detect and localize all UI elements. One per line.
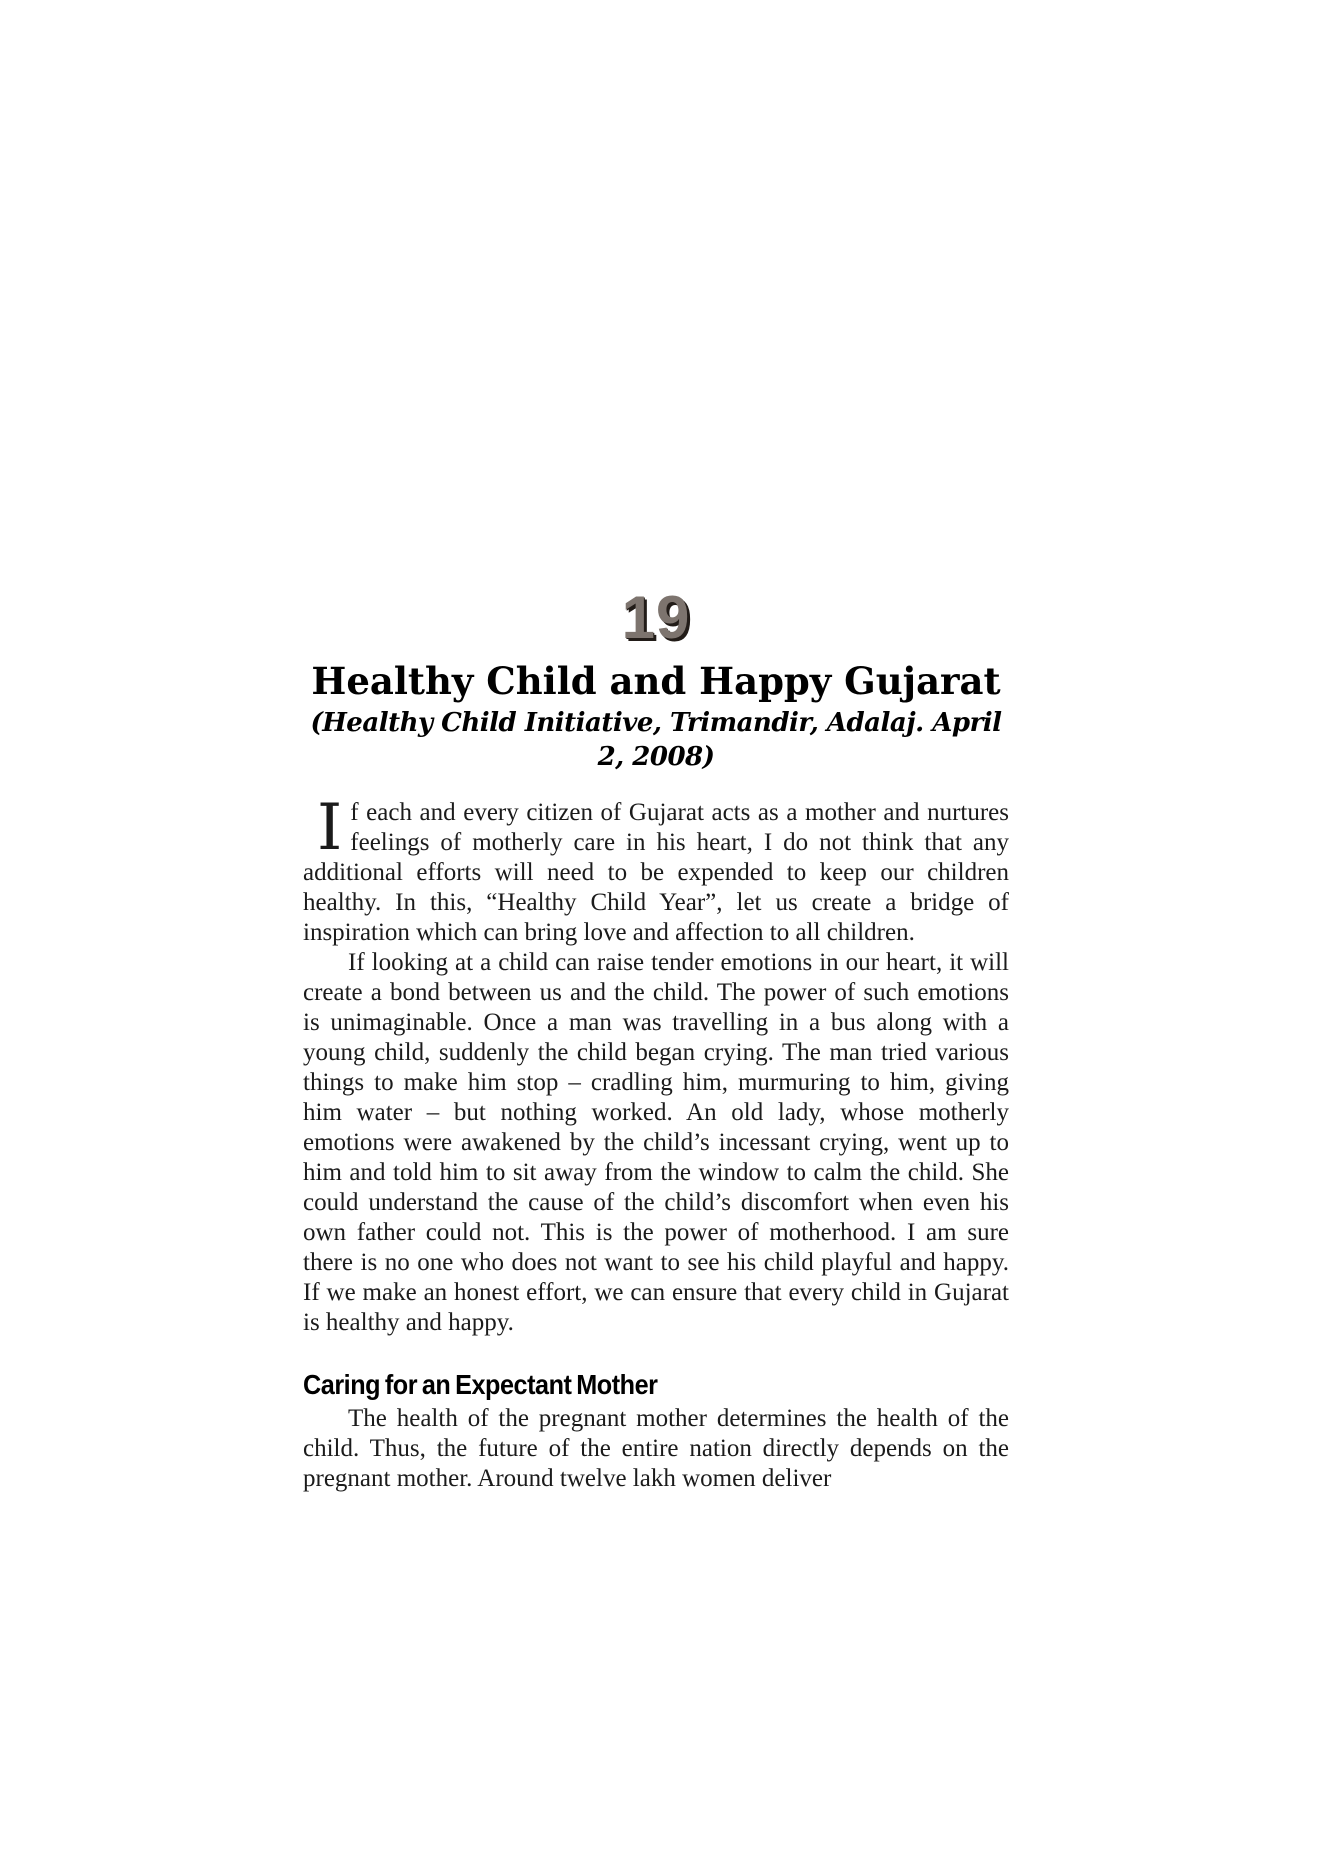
section-heading: Caring for an Expectant Mother [303, 1369, 658, 1400]
paragraph-story: If looking at a child can raise tender emotions in our heart, it will create a bond between us and the child. The power of such emotions is unimaginable. Once a man was travelling in a bus along with a young child, suddenly the child began crying. The man tried various things to make him stop – cradling him, murmuring to him, giving him water – but nothing worked. An old lady, whose motherly emotions were awakened by the child’s incessant crying, went up to him and told him to sit away from the window to calm the child. She could understand the cause of the child’s discomfort when even his own father could not. This is the power of motherhood. I am sure there is no one who does not want to see his child playful and happy. If we make an honest effort, we can ensure that every child in Gujarat is healthy and happy. [303, 949, 1009, 1336]
chapter-number: 19 [621, 584, 691, 651]
chapter-subtitle: (Healthy Child Initiative, Trimandir, Adalaj. April 2, 2008) [310, 708, 1002, 772]
page-content [303, 0, 1009, 1494]
paragraph-section: The health of the pregnant mother determines the health of the child. Thus, the future of the entire nation directly depends on the pregnant mother. Around twelve lakh women deliver [303, 1405, 1009, 1492]
chapter-title: Healthy Child and Happy Gujarat [311, 659, 1001, 703]
drop-cap-letter: I [317, 791, 343, 865]
paragraph-intro [303, 791, 1009, 948]
paragraph-intro-text: f each and every citizen of Gujarat acts as a mother and nurtures feelings of motherly care in his heart, I do not think that any additional efforts will need to be expended to keep our children healthy. In this, “Healthy Child Year”, let us create a bridge of inspiration which can bring love and affection to all children. [303, 799, 1009, 946]
